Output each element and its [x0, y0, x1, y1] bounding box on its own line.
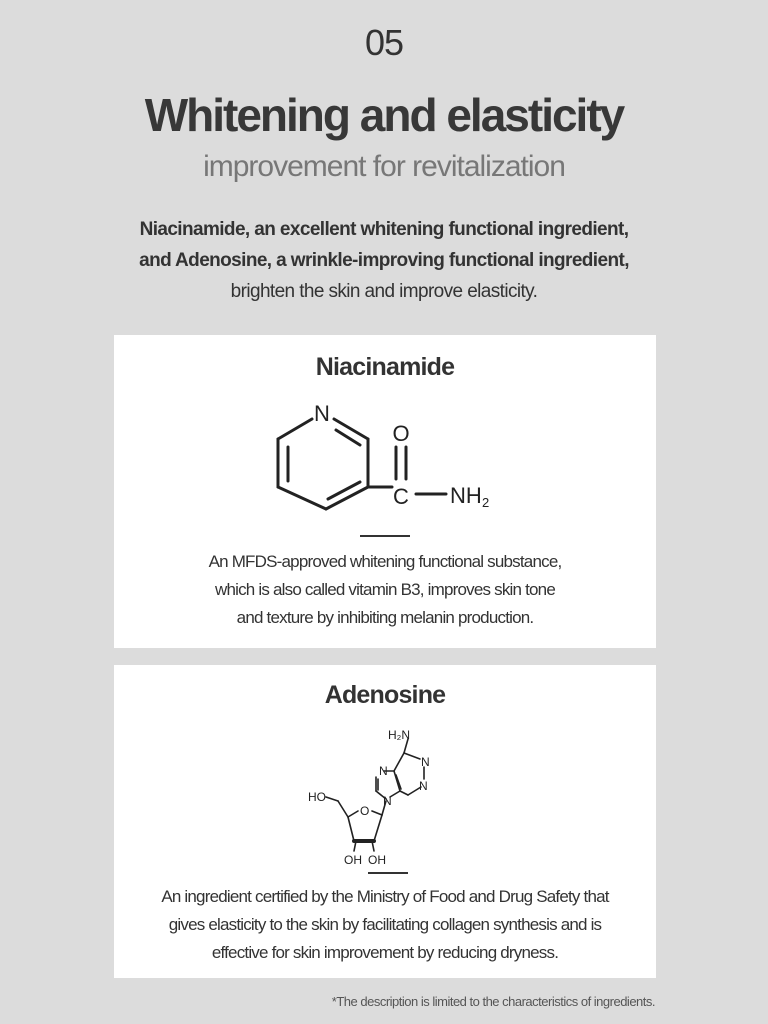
intro-line-3: brighten the skin and improve elasticity.	[230, 281, 538, 302]
intro-text	[0, 214, 768, 307]
adenosine-description	[114, 883, 656, 967]
niacinamide-divider	[360, 535, 410, 537]
page-title: Whitening and elasticity	[144, 89, 624, 141]
niacinamide-label-o: O	[392, 421, 410, 446]
niacinamide-description	[114, 548, 656, 632]
adenosine-label-oh-2: OH	[368, 853, 386, 867]
adenosine-label-n9: N	[383, 794, 392, 808]
adenosine-label-n3: N	[419, 779, 428, 793]
adenosine-label-o: O	[360, 804, 370, 818]
adenosine-desc-line-3: effective for skin improvement by reducing dryness.	[211, 943, 559, 962]
adenosine-title: Adenosine	[324, 681, 446, 709]
niacinamide-desc-line-1: An MFDS-approved whitening functional substance,	[208, 552, 562, 571]
niacinamide-label-subscript: 2	[482, 495, 490, 510]
adenosine-structure-diagram	[304, 719, 464, 869]
niacinamide-card	[114, 335, 656, 648]
adenosine-desc-line-2: gives elasticity to the skin by facilitating collagen synthesis and is	[168, 915, 602, 934]
adenosine-card	[114, 665, 656, 978]
adenosine-label-n7: N	[379, 764, 388, 778]
niacinamide-label-nh: NH	[450, 483, 482, 508]
niacinamide-structure-diagram	[264, 397, 524, 517]
page-subtitle: improvement for revitalization	[203, 150, 565, 183]
adenosine-desc-line-1: An ingredient certified by the Ministry of Food and Drug Safety that	[161, 887, 609, 906]
niacinamide-label-n: N	[314, 401, 330, 426]
niacinamide-title: Niacinamide	[315, 353, 455, 381]
section-number: 05	[364, 22, 404, 63]
niacinamide-label-c: C	[393, 484, 409, 509]
niacinamide-desc-line-3: and texture by inhibiting melanin production.	[236, 608, 534, 627]
adenosine-label-n1: N	[421, 755, 430, 769]
intro-line-1: Niacinamide, an excellent whitening functional ingredient,	[139, 219, 629, 240]
adenosine-divider	[368, 872, 408, 874]
adenosine-label-ho: HO	[308, 790, 326, 804]
niacinamide-desc-line-2: which is also called vitamin B3, improves skin tone	[215, 580, 555, 599]
adenosine-label-h2n: H₂N	[388, 728, 410, 742]
adenosine-label-oh-1: OH	[344, 853, 362, 867]
intro-line-2: and Adenosine, a wrinkle-improving functional ingredient,	[139, 250, 629, 271]
footnote: *The description is limited to the characteristics of ingredients.	[331, 994, 655, 1009]
